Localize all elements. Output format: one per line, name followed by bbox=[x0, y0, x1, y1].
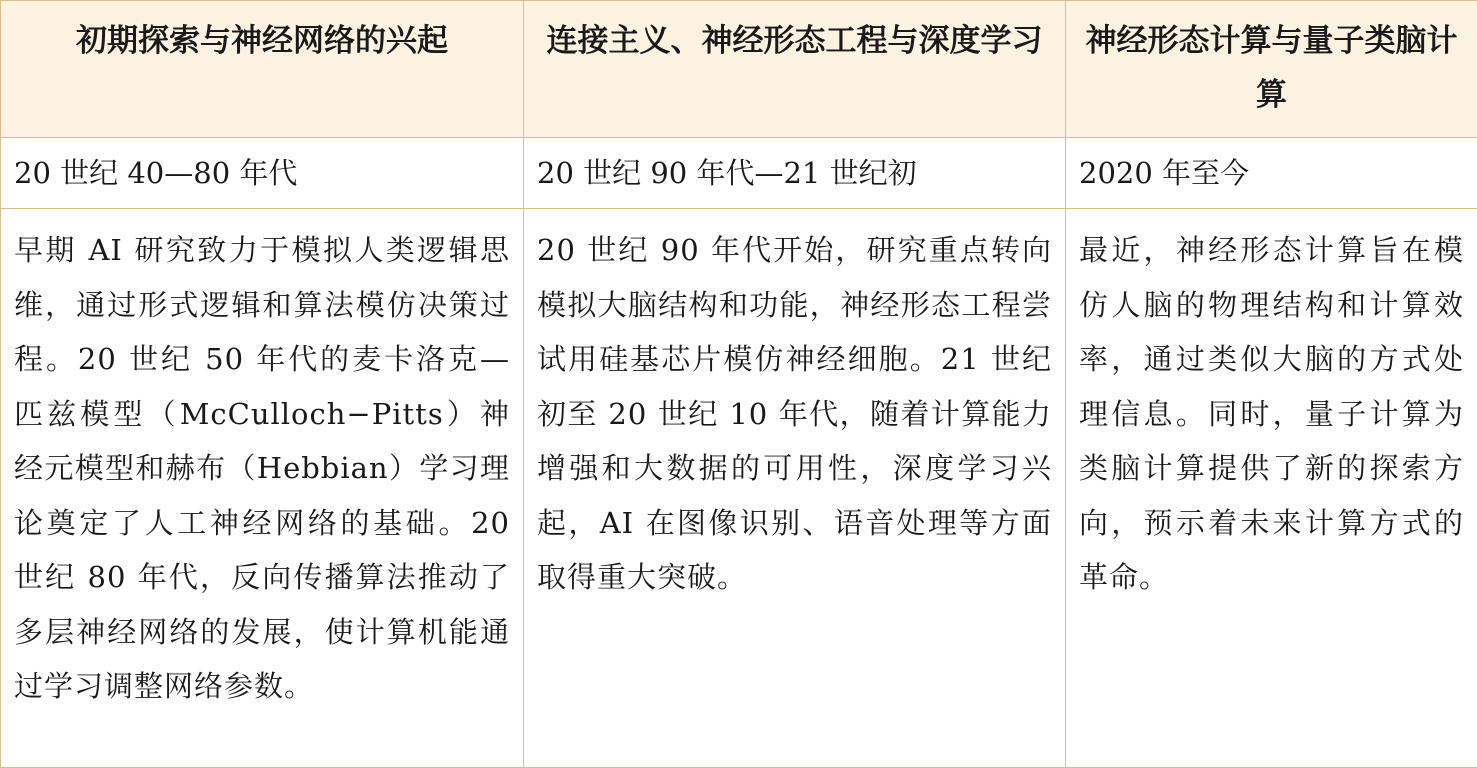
period-cell-connectionism: 20 世纪 90 年代—21 世纪初 bbox=[524, 138, 1066, 209]
period-cell-neuromorphic-quantum: 2020 年至今 bbox=[1066, 138, 1477, 209]
header-cell-early-exploration: 初期探索与神经网络的兴起 bbox=[1, 1, 524, 138]
header-cell-neuromorphic-quantum: 神经形态计算与量子类脑计算 bbox=[1066, 1, 1477, 138]
description-cell-early-exploration: 早期 AI 研究致力于模拟人类逻辑思维，通过形式逻辑和算法模仿决策过程。20 世纪 50 年代的麦卡洛克—匹兹模型（McCulloch−Pitts）神经元模型和赫布（Hebbian）学习理论奠定了人工神经网络的基础。20 世纪 80 年代，反向传播算法推动了多层神经网络的发展，使计算机能通过学习调整网络参数。 bbox=[1, 209, 524, 768]
header-cell-connectionism: 连接主义、神经形态工程与深度学习 bbox=[524, 1, 1066, 138]
description-cell-connectionism: 20 世纪 90 年代开始，研究重点转向模拟大脑结构和功能，神经形态工程尝试用硅基芯片模仿神经细胞。21 世纪初至 20 世纪 10 年代，随着计算能力增强和大数据的可用性，深度学习兴起，AI 在图像识别、语音处理等方面取得重大突破。 bbox=[524, 209, 1066, 768]
description-row bbox=[1, 209, 1477, 768]
description-cell-neuromorphic-quantum: 最近，神经形态计算旨在模仿人脑的物理结构和计算效率，通过类似大脑的方式处理信息。同时，量子计算为类脑计算提供了新的探索方向，预示着未来计算方式的革命。 bbox=[1066, 209, 1477, 768]
period-row bbox=[1, 138, 1477, 209]
header-row bbox=[1, 1, 1477, 138]
period-cell-early-exploration: 20 世纪 40—80 年代 bbox=[1, 138, 524, 209]
